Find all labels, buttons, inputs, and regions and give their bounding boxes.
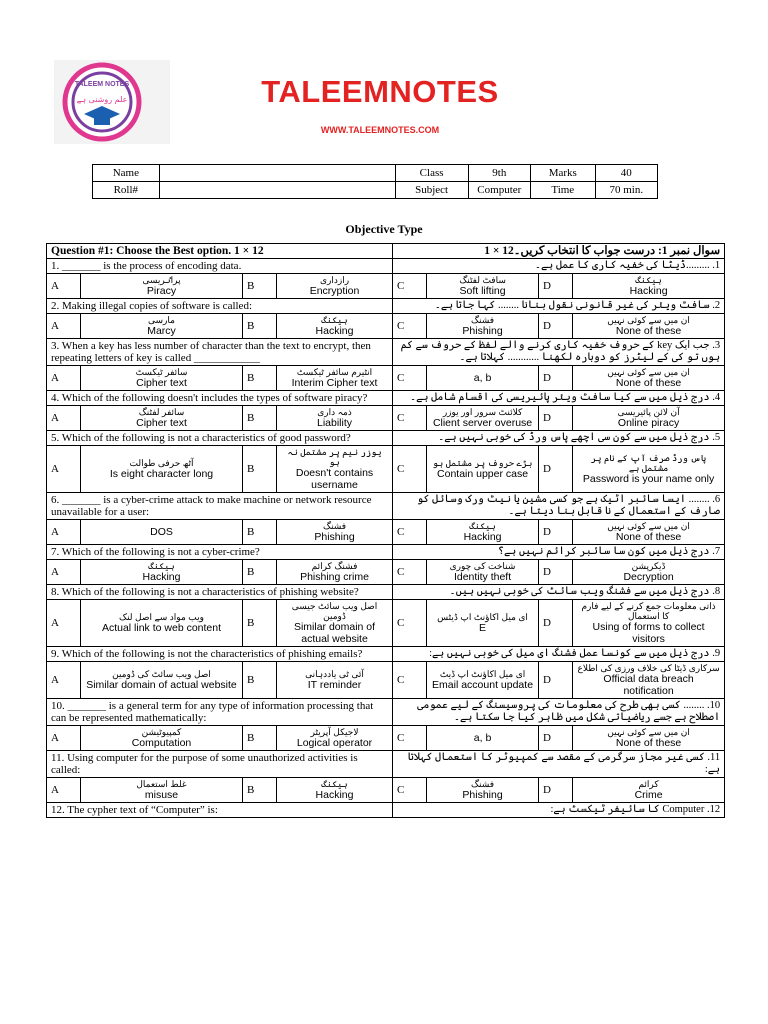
option-text-en: Hacking bbox=[315, 789, 354, 801]
option-text-en: None of these bbox=[615, 377, 682, 389]
option-text-ur: ہیکنگ bbox=[635, 275, 662, 285]
option-d[interactable] bbox=[573, 520, 725, 545]
option-a[interactable] bbox=[81, 560, 243, 585]
option-text-ur: غلط استعمال bbox=[136, 779, 187, 789]
question-text-en: 9. Which of the following is not the characteristics of phishing emails? bbox=[47, 647, 393, 662]
question-text-ur: 7. درج ذیل میں کون سا سائبر کرائم نہیں ہے؟ bbox=[393, 545, 725, 560]
option-letter: A bbox=[47, 520, 81, 545]
option-text-ur: ڈیکرپشن bbox=[631, 561, 666, 571]
option-text-en: Hacking bbox=[629, 285, 668, 297]
option-text-ur: سرکاری ڈیٹا کی خلاف ورزی کی اطلاع bbox=[577, 663, 720, 673]
option-c[interactable] bbox=[427, 560, 539, 585]
question-row bbox=[47, 493, 725, 520]
option-text-en: Phishing bbox=[462, 789, 503, 801]
option-text-ur: اصل ویب سائٹ جیسی ڈومین bbox=[291, 601, 378, 621]
option-text-en: Client server overuse bbox=[432, 417, 533, 429]
option-c[interactable] bbox=[427, 274, 539, 299]
option-c[interactable] bbox=[427, 662, 539, 699]
question-text-en: 5. Which of the following is not a characteristics of good password? bbox=[47, 431, 393, 446]
option-text-en: Soft lifting bbox=[459, 285, 506, 297]
option-text-en: Cipher text bbox=[136, 417, 187, 429]
option-letter: D bbox=[539, 726, 573, 751]
time-label: Time bbox=[531, 182, 596, 199]
option-text-en: Interim Cipher text bbox=[291, 377, 378, 389]
time-value: 70 min. bbox=[595, 182, 657, 199]
option-text-en: a, b bbox=[473, 732, 492, 744]
option-text-en: Doesn't contains username bbox=[295, 467, 374, 491]
option-letter: D bbox=[539, 560, 573, 585]
option-text-en: Marcy bbox=[147, 325, 176, 337]
question-text-ur: 12. Computer کا سائیفر ٹیکسٹ ہے: bbox=[393, 803, 725, 818]
option-letter: C bbox=[393, 778, 427, 803]
option-text-en: Actual link to web content bbox=[101, 622, 222, 634]
option-letter: B bbox=[243, 778, 277, 803]
option-letter: A bbox=[47, 274, 81, 299]
option-a[interactable] bbox=[81, 662, 243, 699]
option-letter: B bbox=[243, 726, 277, 751]
option-d[interactable] bbox=[573, 726, 725, 751]
option-letter: D bbox=[539, 274, 573, 299]
option-letter: A bbox=[47, 560, 81, 585]
question-header-ur: سوال نمبر 1: درست جواب کا انتخاب کریں۔12 × 1 bbox=[393, 244, 725, 259]
option-c[interactable] bbox=[427, 314, 539, 339]
option-letter: A bbox=[47, 366, 81, 391]
option-text-ur: ای میل اکاؤنٹ اپ ڈیٹ bbox=[439, 669, 526, 679]
option-letter: D bbox=[539, 446, 573, 493]
option-text-en: Hacking bbox=[142, 571, 181, 583]
brand-url: WWW.TALEEMNOTES.COM bbox=[320, 125, 440, 135]
option-text-en: Encryption bbox=[309, 285, 360, 297]
options-row bbox=[47, 274, 725, 299]
options-row bbox=[47, 520, 725, 545]
option-letter: C bbox=[393, 560, 427, 585]
option-b[interactable] bbox=[277, 274, 393, 299]
option-text-en: Phishing bbox=[314, 531, 355, 543]
option-text-en: Liability bbox=[317, 417, 353, 429]
option-letter: A bbox=[47, 726, 81, 751]
question-row bbox=[47, 699, 725, 726]
option-letter: B bbox=[243, 446, 277, 493]
option-letter: B bbox=[243, 274, 277, 299]
option-d[interactable] bbox=[573, 560, 725, 585]
option-text-en: Piracy bbox=[146, 285, 177, 297]
option-letter: B bbox=[243, 520, 277, 545]
option-text-ur: کلائنٹ سرور اور یوزر bbox=[442, 407, 523, 417]
class-label: Class bbox=[395, 165, 468, 182]
option-c[interactable] bbox=[427, 406, 539, 431]
option-text-ur: ویب مواد سے اصل لنک bbox=[119, 612, 204, 622]
question-row bbox=[47, 545, 725, 560]
option-letter: C bbox=[393, 366, 427, 391]
name-label: Name bbox=[93, 165, 160, 182]
class-value: 9th bbox=[468, 165, 530, 182]
option-text-ur: سائفر ٹیکسٹ bbox=[135, 367, 188, 377]
option-letter: A bbox=[47, 406, 81, 431]
marks-value: 40 bbox=[595, 165, 657, 182]
option-text-ur: لاجیکل آپریٹر bbox=[310, 727, 359, 737]
question-text-en: 10. _______ is a general term for any type of information processing that can be represented mathematically: bbox=[47, 699, 393, 726]
option-a[interactable] bbox=[81, 314, 243, 339]
options-row bbox=[47, 406, 725, 431]
option-text-en: Crime bbox=[634, 789, 663, 801]
option-b[interactable] bbox=[277, 778, 393, 803]
option-letter: C bbox=[393, 314, 427, 339]
question-row bbox=[47, 803, 725, 818]
option-d[interactable] bbox=[573, 446, 725, 493]
option-text-ur: ذمہ داری bbox=[317, 407, 352, 417]
option-a[interactable] bbox=[81, 366, 243, 391]
option-letter: D bbox=[539, 662, 573, 699]
option-b[interactable] bbox=[277, 366, 393, 391]
option-a[interactable] bbox=[81, 520, 243, 545]
option-letter: A bbox=[47, 314, 81, 339]
option-text-ur: بڑے حروف پر مشتمل ہو bbox=[432, 458, 533, 468]
option-text-en: None of these bbox=[615, 325, 682, 337]
question-row bbox=[47, 585, 725, 600]
option-text-ur: ہیکنگ bbox=[148, 561, 175, 571]
option-d[interactable] bbox=[573, 406, 725, 431]
question-text-en: 2. Making illegal copies of software is called: bbox=[47, 299, 393, 314]
roll-label: Roll# bbox=[93, 182, 160, 199]
option-b[interactable] bbox=[277, 520, 393, 545]
option-letter: B bbox=[243, 560, 277, 585]
marks-label: Marks bbox=[531, 165, 596, 182]
option-letter: A bbox=[47, 662, 81, 699]
option-text-ur: کرائم bbox=[638, 779, 659, 789]
question-row bbox=[47, 431, 725, 446]
option-text-en: Official data breach notification bbox=[603, 673, 694, 697]
option-c[interactable] bbox=[427, 600, 539, 647]
option-letter: D bbox=[539, 366, 573, 391]
option-text-en: Decryption bbox=[623, 571, 674, 583]
option-c[interactable] bbox=[427, 726, 539, 751]
option-text-en: Using of forms to collect visitors bbox=[592, 621, 705, 645]
options-row bbox=[47, 600, 725, 647]
option-letter: A bbox=[47, 446, 81, 493]
option-d[interactable] bbox=[573, 274, 725, 299]
option-text-ur: سافٹ لفٹنگ bbox=[459, 275, 506, 285]
option-text-ur: آئی ٹی یاددہانی bbox=[305, 669, 364, 679]
question-row bbox=[47, 299, 725, 314]
logo-tagline: علم روشنی ہے bbox=[76, 95, 128, 104]
option-letter: D bbox=[539, 520, 573, 545]
option-a[interactable] bbox=[81, 778, 243, 803]
option-text-en: Email account update bbox=[432, 679, 534, 691]
option-text-ur: ہیکنگ bbox=[321, 315, 348, 325]
option-text-ur: فشنگ کرائم bbox=[311, 561, 358, 571]
option-letter: C bbox=[393, 446, 427, 493]
question-text-ur: 9. درج ذیل میں سے کونسا عمل فشنگ ای میل کی خوبی نہیں ہے: bbox=[393, 647, 725, 662]
question-row bbox=[47, 647, 725, 662]
question-text-ur: 1. .........ڈیٹا کی خفیہ کاری کا عمل ہے۔ bbox=[393, 259, 725, 274]
option-text-en: E bbox=[479, 622, 487, 634]
option-text-en: misuse bbox=[144, 789, 179, 801]
option-text-ur: ان میں سے کوئی نہیں bbox=[607, 367, 690, 377]
option-a[interactable] bbox=[81, 446, 243, 493]
option-b[interactable] bbox=[277, 560, 393, 585]
option-text-ur: سائفر لفٹنگ bbox=[138, 407, 185, 417]
options-row bbox=[47, 662, 725, 699]
section-title: Objective Type bbox=[345, 222, 423, 236]
question-text-ur: 5. درج ذیل میں سے کون سی اچھے پاس ورڈ کی خوبی نہیں ہے۔ bbox=[393, 431, 725, 446]
question-text-en: 3. When a key has less number of character than the text to encrypt, then repeating letters of key is called ____________ bbox=[47, 339, 393, 366]
question-row bbox=[47, 259, 725, 274]
option-b[interactable] bbox=[277, 314, 393, 339]
option-text-ur: فشنگ bbox=[470, 315, 495, 325]
question-text-ur: 6. ........ ایسا سائبر اٹیک ہے جو کسی مشین یا نیٹ ورک وسائل کو صارف کے استعمال کے نا قابل بنا دیتا ہے۔ bbox=[393, 493, 725, 520]
option-letter: B bbox=[243, 662, 277, 699]
question-row bbox=[47, 391, 725, 406]
option-b[interactable] bbox=[277, 600, 393, 647]
option-text-ur: پاس ورڈ صرف آپ کے نام پر مشتمل ہے bbox=[590, 453, 707, 473]
option-a[interactable] bbox=[81, 726, 243, 751]
option-text-en: Similar domain of actual website bbox=[293, 621, 376, 645]
option-text-en: Is eight character long bbox=[109, 468, 214, 480]
questions-table bbox=[46, 243, 725, 818]
option-text-ur: ان میں سے کوئی نہیں bbox=[607, 521, 690, 531]
brand-title: TALEEMNOTES bbox=[261, 74, 499, 109]
options-row bbox=[47, 446, 725, 493]
question-text-en: 1. _______ is the process of encoding data. bbox=[47, 259, 393, 274]
option-text-ur: شناخت کی چوری bbox=[449, 561, 516, 571]
option-letter: B bbox=[243, 600, 277, 647]
option-text-en: Logical operator bbox=[296, 737, 373, 749]
option-text-ur: فشنگ bbox=[470, 779, 495, 789]
option-d[interactable] bbox=[573, 600, 725, 647]
option-b[interactable] bbox=[277, 406, 393, 431]
question-text-ur: 3. جب ایک key کے حروف خفیہ کاری کرنے والے لفظ کے حروف سے کم ہوں تو کی کے لیٹرز کو دوبارہ لکھنا ............ کہلاتا ہے۔ bbox=[393, 339, 725, 366]
option-text-en: Hacking bbox=[315, 325, 354, 337]
option-d[interactable] bbox=[573, 662, 725, 699]
option-d[interactable] bbox=[573, 314, 725, 339]
option-text-ur: ہیکنگ bbox=[469, 521, 496, 531]
option-a[interactable] bbox=[81, 600, 243, 647]
subject-label: Subject bbox=[395, 182, 468, 199]
option-text-en: DOS bbox=[150, 526, 173, 538]
question-text-en: 12. The cypher text of “Computer” is: bbox=[47, 803, 393, 818]
option-letter: D bbox=[539, 314, 573, 339]
option-text-ur: ہیکنگ bbox=[321, 779, 348, 789]
question-text-ur: 11. کسی غیر مجاز سرگرمی کے مقصد سے کمپیوٹر کا استعمال کہلاتا ہے: bbox=[393, 751, 725, 778]
option-c[interactable] bbox=[427, 366, 539, 391]
question-text-en: 4. Which of the following doesn't includes the types of software piracy? bbox=[47, 391, 393, 406]
options-row bbox=[47, 726, 725, 751]
subject-value: Computer bbox=[468, 182, 530, 199]
question-text-en: 7. Which of the following is not a cyber-crime? bbox=[47, 545, 393, 560]
option-c[interactable] bbox=[427, 446, 539, 493]
option-text-en: Phishing bbox=[462, 325, 503, 337]
question-text-en: 11. Using computer for the purpose of some unauthorized activities is called: bbox=[47, 751, 393, 778]
option-text-en: Hacking bbox=[463, 531, 502, 543]
student-info-table bbox=[92, 164, 658, 199]
option-letter: C bbox=[393, 406, 427, 431]
options-row bbox=[47, 314, 725, 339]
option-a[interactable] bbox=[81, 274, 243, 299]
option-text-ur: انٹیرم سائفر ٹیکسٹ bbox=[296, 367, 373, 377]
question-header-en: Question #1: Choose the Best option. 1 × 12 bbox=[47, 244, 393, 259]
option-letter: A bbox=[47, 778, 81, 803]
option-letter: D bbox=[539, 600, 573, 647]
option-letter: B bbox=[243, 314, 277, 339]
option-letter: C bbox=[393, 726, 427, 751]
option-text-ur: اصل ویب سائٹ کی ڈومین bbox=[112, 669, 211, 679]
option-text-ur: ان میں سے کوئی نہیں bbox=[607, 727, 690, 737]
option-text-en: Similar domain of actual website bbox=[86, 679, 237, 691]
option-text-ur: آن لائن پائیریسی bbox=[617, 407, 680, 417]
option-text-en: Password is your name only bbox=[582, 473, 715, 485]
option-text-en: Cipher text bbox=[136, 377, 187, 389]
option-text-ur: فشنگ bbox=[322, 521, 347, 531]
question-text-ur: 8. درج ذیل میں سے فشنگ ویب سائٹ کی خوبی نہیں ہیں۔ bbox=[393, 585, 725, 600]
option-a[interactable] bbox=[81, 406, 243, 431]
name-field[interactable] bbox=[159, 165, 395, 182]
roll-field[interactable] bbox=[159, 182, 395, 199]
option-text-en: IT reminder bbox=[307, 679, 362, 691]
option-text-ur: مارسی bbox=[148, 315, 175, 325]
option-text-en: Phishing crime bbox=[300, 571, 369, 583]
question-text-en: 8. Which of the following is not a characteristics of phishing website? bbox=[47, 585, 393, 600]
option-b[interactable] bbox=[277, 662, 393, 699]
question-text-ur: 2. سافٹ ویئر کی غیر قانونی نقول بنانا ........ کہا جاتا ہے۔ bbox=[393, 299, 725, 314]
option-text-ur: ان میں سے کوئی نہیں bbox=[607, 315, 690, 325]
option-text-en: None of these bbox=[615, 531, 682, 543]
options-row bbox=[47, 366, 725, 391]
option-b[interactable] bbox=[277, 446, 393, 493]
option-letter: C bbox=[393, 600, 427, 647]
option-text-ur: یوزر نیم پر مشتمل نہ ہو bbox=[287, 447, 382, 467]
question-text-ur: 4. درج ذیل میں سے کیا سافٹ ویئر پائیریسی کی اقسام شامل ہے۔ bbox=[393, 391, 725, 406]
option-c[interactable] bbox=[427, 520, 539, 545]
question-text-ur: 10. ........ کسی بھی طرح کی معلومات کی پروسیسنگ کے لیے عمومی اصطلاح ہے جسے ریاضیاتی شکل میں ظاہر کیا جا سکتا ہے۔ bbox=[393, 699, 725, 726]
option-text-en: Identity theft bbox=[453, 571, 512, 583]
option-letter: B bbox=[243, 406, 277, 431]
option-b[interactable] bbox=[277, 726, 393, 751]
option-letter: A bbox=[47, 600, 81, 647]
option-text-ur: ذاتی معلومات جمع کرنے کے لیے فارم کا استعمال bbox=[581, 601, 716, 621]
options-row bbox=[47, 560, 725, 585]
option-text-ur: ای میل اکاؤنٹ اپ ڈیٹس bbox=[437, 612, 528, 622]
option-letter: D bbox=[539, 778, 573, 803]
option-d[interactable] bbox=[573, 366, 725, 391]
question-text-en: 6. _______ is a cyber-crime attack to make machine or network resource unavailable for a user: bbox=[47, 493, 393, 520]
question-row bbox=[47, 751, 725, 778]
logo-text: TALEEM NOTES bbox=[74, 81, 130, 88]
option-letter: C bbox=[393, 662, 427, 699]
option-letter: B bbox=[243, 366, 277, 391]
option-text-en: Online piracy bbox=[617, 417, 680, 429]
option-text-en: Computation bbox=[131, 737, 192, 749]
option-letter: C bbox=[393, 274, 427, 299]
option-d[interactable] bbox=[573, 778, 725, 803]
option-text-en: Contain upper case bbox=[437, 468, 529, 480]
option-text-ur: آٹھ حرفی طوالت bbox=[129, 458, 194, 468]
question-row bbox=[47, 339, 725, 366]
option-letter: C bbox=[393, 520, 427, 545]
option-c[interactable] bbox=[427, 778, 539, 803]
options-row bbox=[47, 778, 725, 803]
option-text-en: None of these bbox=[615, 737, 682, 749]
option-text-ur: کمپیوٹیشن bbox=[141, 727, 182, 737]
option-text-en: a, b bbox=[473, 372, 492, 384]
option-text-ur: رازداری bbox=[319, 275, 350, 285]
option-text-ur: پراٸریسی bbox=[142, 275, 181, 285]
option-letter: D bbox=[539, 406, 573, 431]
